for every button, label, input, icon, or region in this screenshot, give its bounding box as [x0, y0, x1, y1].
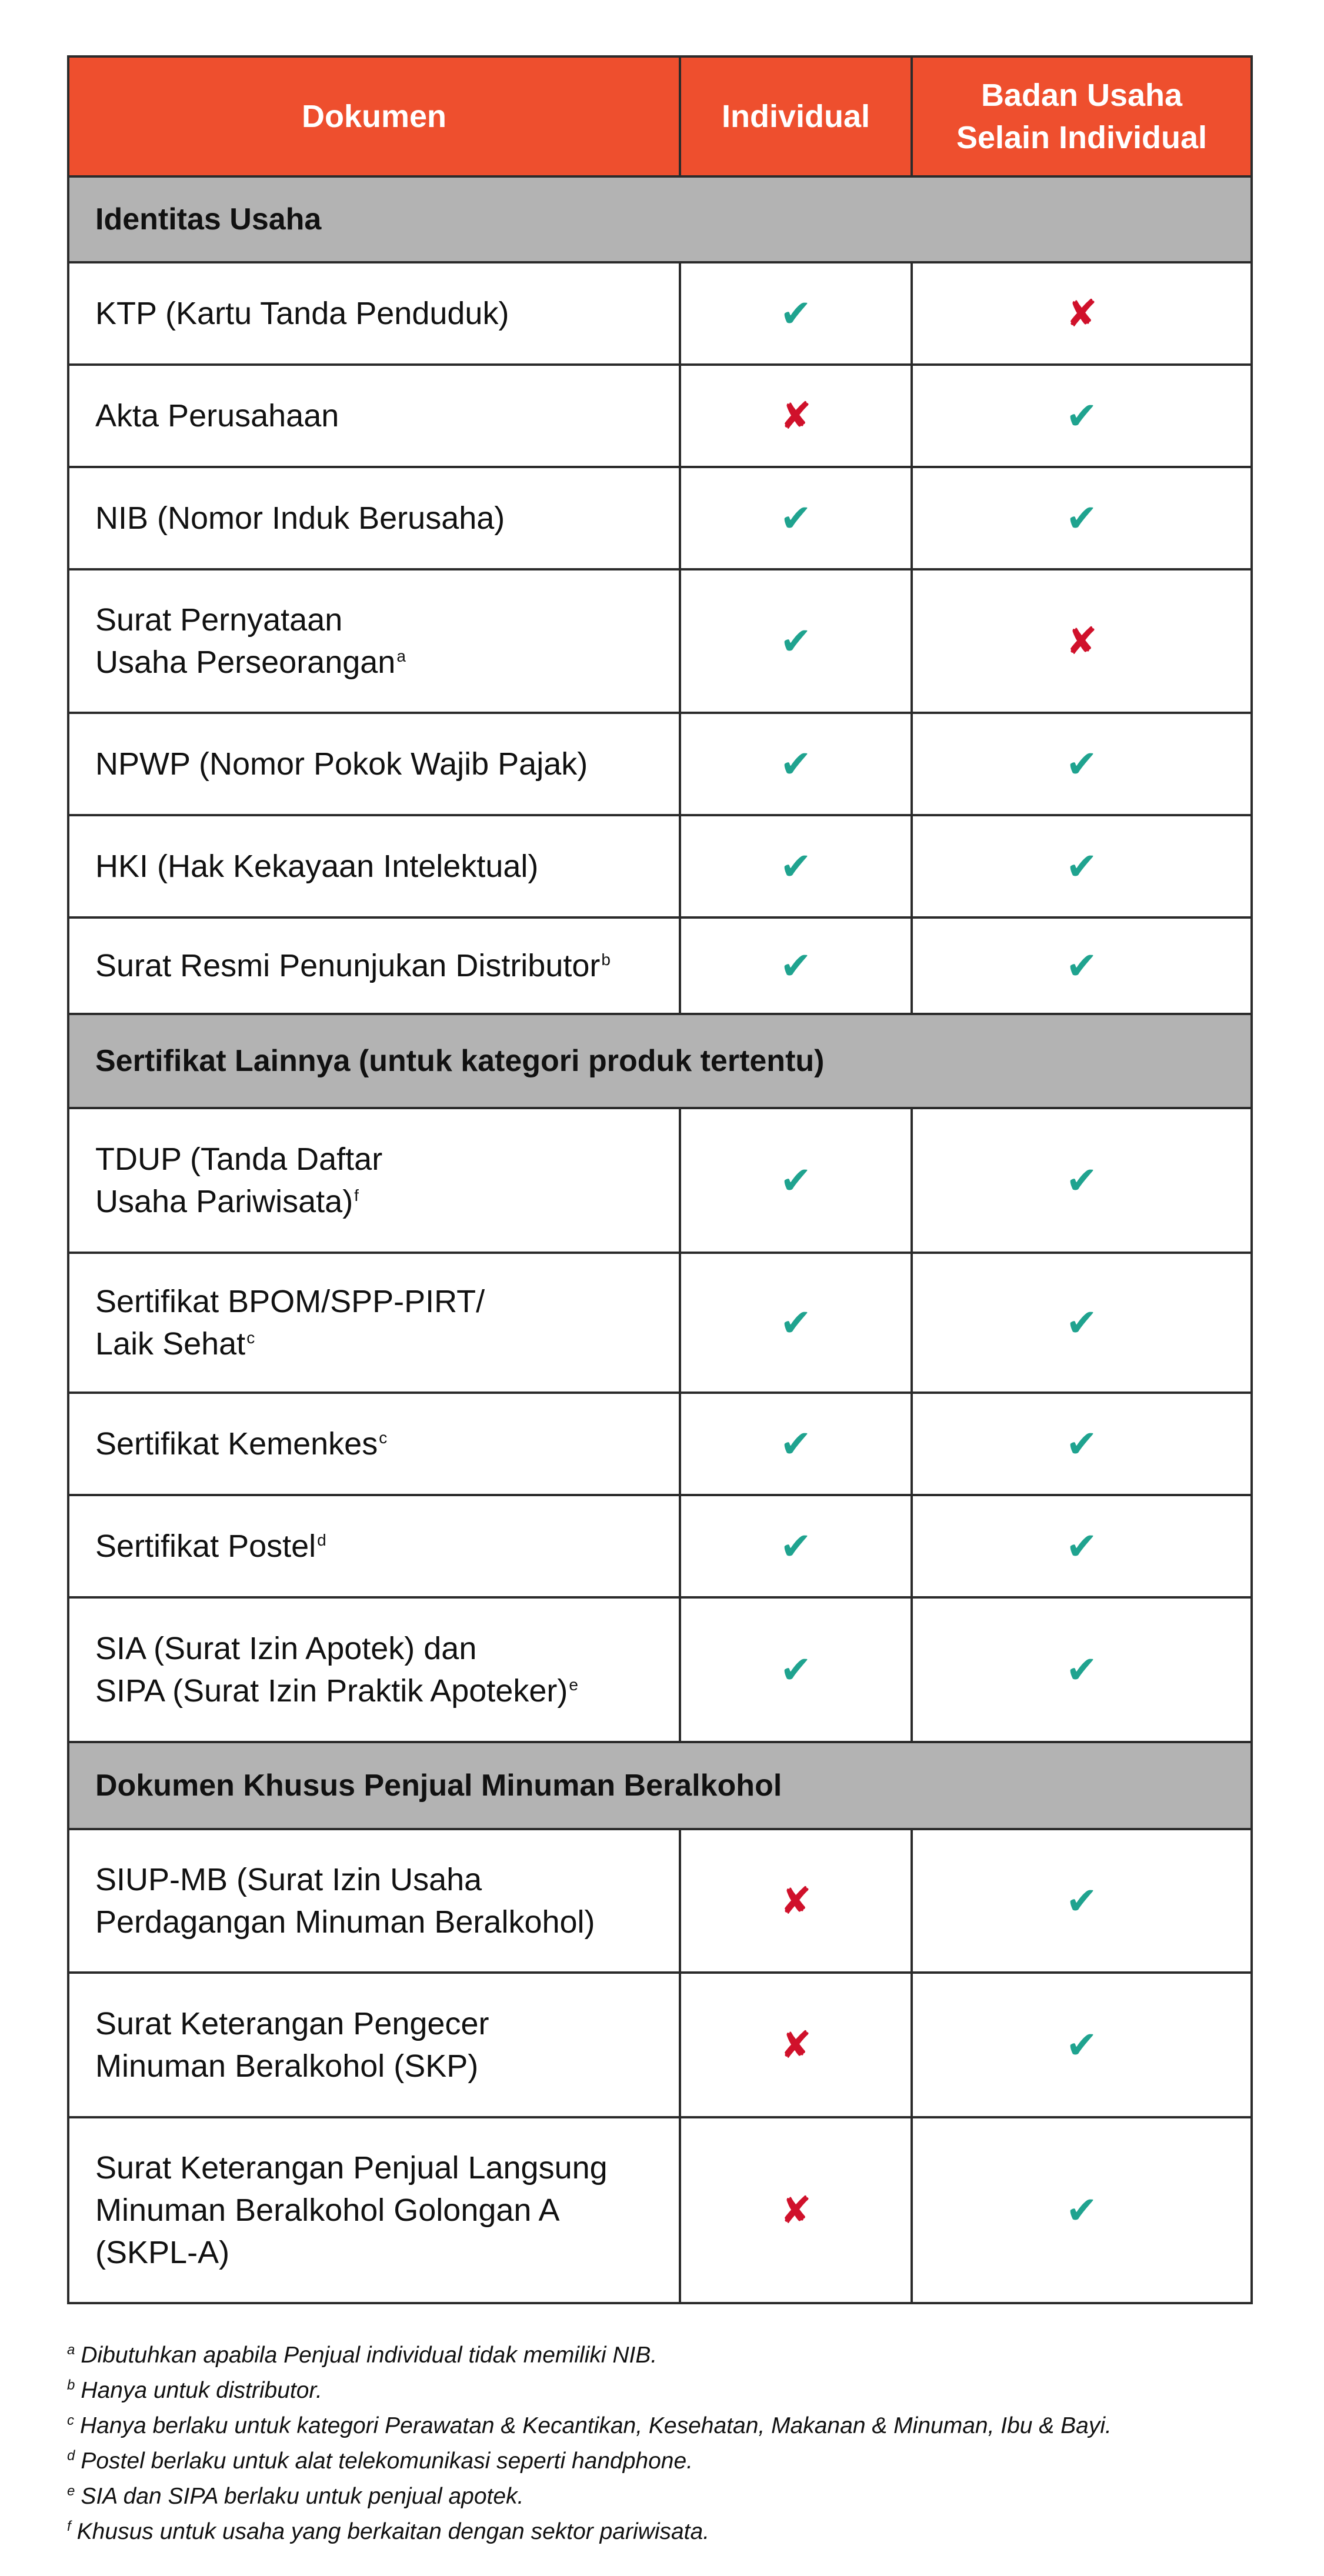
footnote-b — [67, 2373, 1261, 2408]
individual-status-cell — [680, 815, 912, 917]
document-name-text: NIB (Nomor Induk Berusaha) — [95, 500, 505, 536]
document-name-text: Usaha Pariwisata) — [95, 1184, 353, 1219]
document-name-cell — [68, 1597, 680, 1742]
document-name-cell — [68, 1253, 680, 1393]
document-name-cell — [68, 1829, 680, 1973]
check-icon: ✔ — [1066, 496, 1098, 539]
section-header-row — [68, 176, 1252, 262]
cross-icon: ✘ — [780, 394, 812, 437]
individual-status-cell — [680, 2117, 912, 2303]
footnote-c — [67, 2408, 1261, 2444]
individual-status-cell — [680, 1393, 912, 1495]
badan-usaha-status-cell — [912, 1973, 1252, 2117]
document-name-cell — [68, 365, 680, 467]
document-name-cell — [68, 1973, 680, 2117]
document-name-line — [95, 1627, 667, 1670]
header-dokumen: Dokumen — [68, 56, 680, 176]
document-name-cell — [68, 569, 680, 713]
table-row — [68, 713, 1252, 815]
document-name-cell — [68, 1495, 680, 1597]
check-icon: ✔ — [780, 944, 812, 987]
table-row — [68, 1495, 1252, 1597]
badan-usaha-status-cell — [912, 1495, 1252, 1597]
section-title: Dokumen Khusus Penjual Minuman Beralkohol — [68, 1742, 1252, 1829]
cross-icon: ✘ — [780, 2188, 812, 2231]
footnote-marker: c — [246, 1329, 255, 1347]
footnote-text: SIA dan SIPA berlaku untuk penjual apotek. — [81, 2484, 524, 2509]
badan-usaha-status-cell — [912, 1597, 1252, 1742]
footnote-text: Khusus untuk usaha yang berkaitan dengan sektor pariwisata. — [76, 2519, 710, 2544]
table-row — [68, 917, 1252, 1014]
document-name-text: Surat Resmi Penunjukan Distributor — [95, 948, 601, 983]
document-name-cell — [68, 262, 680, 365]
section-title: Identitas Usaha — [68, 176, 1252, 262]
check-icon: ✔ — [780, 1301, 812, 1344]
footnote-mark: b — [67, 2377, 75, 2393]
footnote-marker: a — [396, 647, 406, 665]
individual-status-cell — [680, 1973, 912, 2117]
document-name-line — [95, 2189, 667, 2231]
footnote-e — [67, 2479, 1261, 2514]
table-row — [68, 365, 1252, 467]
check-icon: ✔ — [780, 292, 812, 335]
check-icon: ✔ — [1066, 2023, 1098, 2066]
table-row — [68, 1108, 1252, 1253]
document-name-line — [95, 1180, 667, 1223]
badan-usaha-status-cell — [912, 1829, 1252, 1973]
document-name-cell — [68, 1393, 680, 1495]
document-name-cell — [68, 815, 680, 917]
check-icon: ✔ — [780, 619, 812, 662]
check-icon: ✔ — [780, 1159, 812, 1202]
footnote-marker: c — [379, 1429, 388, 1447]
check-icon: ✔ — [1066, 742, 1098, 785]
document-name-cell — [68, 917, 680, 1014]
document-name-line — [95, 1138, 667, 1180]
header-individual: Individual — [680, 56, 912, 176]
check-icon: ✔ — [1066, 1648, 1098, 1691]
document-requirements-table — [67, 55, 1253, 2304]
individual-status-cell — [680, 365, 912, 467]
document-name-cell — [68, 2117, 680, 2303]
check-icon: ✔ — [1066, 2188, 1098, 2231]
badan-usaha-status-cell — [912, 713, 1252, 815]
check-icon: ✔ — [1066, 1524, 1098, 1567]
badan-usaha-status-cell — [912, 917, 1252, 1014]
badan-usaha-status-cell — [912, 815, 1252, 917]
check-icon: ✔ — [1066, 944, 1098, 987]
cross-icon: ✘ — [780, 2023, 812, 2066]
badan-usaha-status-cell — [912, 1393, 1252, 1495]
header-badan-usaha — [912, 56, 1252, 176]
check-icon: ✔ — [780, 496, 812, 539]
document-name-text: SIUP-MB (Surat Izin Usaha — [95, 1862, 482, 1897]
section-title: Sertifikat Lainnya (untuk kategori produk tertentu) — [68, 1014, 1252, 1108]
document-name-cell — [68, 467, 680, 569]
document-name-text: SIPA (Surat Izin Praktik Apoteker) — [95, 1673, 568, 1709]
footnote-marker: e — [569, 1676, 578, 1694]
document-name-line — [95, 2003, 667, 2045]
document-name-line — [95, 1323, 667, 1365]
footnote-f — [67, 2514, 1261, 2550]
footnote-a — [67, 2338, 1261, 2373]
individual-status-cell — [680, 1597, 912, 1742]
document-name-text: Minuman Beralkohol Golongan A — [95, 2193, 560, 2228]
document-name-line — [95, 1858, 667, 1901]
document-name-text: Sertifikat BPOM/SPP-PIRT/ — [95, 1284, 485, 1319]
check-icon: ✔ — [1066, 1879, 1098, 1922]
table-header-row — [68, 56, 1252, 176]
document-name-text: HKI (Hak Kekayaan Intelektual) — [95, 849, 539, 884]
footnote-text: Hanya untuk distributor. — [81, 2378, 322, 2403]
badan-usaha-status-cell — [912, 365, 1252, 467]
section-header-row — [68, 1014, 1252, 1108]
footnote-marker: d — [317, 1531, 326, 1549]
check-icon: ✔ — [780, 1422, 812, 1465]
document-name-line — [95, 1670, 667, 1712]
check-icon: ✔ — [1066, 1159, 1098, 1202]
individual-status-cell — [680, 713, 912, 815]
footnote-marker: f — [354, 1186, 359, 1204]
document-name-text: Usaha Perseorangan — [95, 645, 396, 680]
footnote-d — [67, 2444, 1261, 2479]
table-row — [68, 1253, 1252, 1393]
footnote-mark: a — [67, 2342, 75, 2358]
badan-usaha-status-cell — [912, 1108, 1252, 1253]
individual-status-cell — [680, 1495, 912, 1597]
document-name-text: Sertifikat Postel — [95, 1529, 316, 1564]
footnotes — [67, 2338, 1261, 2550]
badan-usaha-status-cell — [912, 262, 1252, 365]
individual-status-cell — [680, 569, 912, 713]
footnote-mark: c — [67, 2413, 74, 2428]
document-name-text: Surat Keterangan Penjual Langsung — [95, 2150, 608, 2185]
check-icon: ✔ — [780, 742, 812, 785]
document-name-line — [95, 497, 667, 539]
document-name-line — [95, 2231, 667, 2274]
document-name-line — [95, 1280, 667, 1323]
header-badan-usaha-line2: Selain Individual — [956, 120, 1208, 155]
document-name-cell — [68, 713, 680, 815]
document-name-line — [95, 743, 667, 785]
cross-icon: ✘ — [780, 1879, 812, 1922]
table-body — [68, 176, 1252, 2303]
table-row — [68, 2117, 1252, 2303]
table-row — [68, 1393, 1252, 1495]
document-name-line — [95, 599, 667, 641]
document-name-text: Surat Keterangan Pengecer — [95, 2006, 489, 2041]
document-name-text: TDUP (Tanda Daftar — [95, 1142, 383, 1177]
document-name-line — [95, 2045, 667, 2087]
footnote-mark: f — [67, 2518, 71, 2534]
document-name-line — [95, 292, 667, 335]
footnote-text: Hanya berlaku untuk kategori Perawatan & Kecantikan, Kesehatan, Makanan & Minuman, Ibu & Bayi. — [80, 2413, 1112, 2438]
table-row — [68, 1597, 1252, 1742]
check-icon: ✔ — [780, 845, 812, 887]
badan-usaha-status-cell — [912, 2117, 1252, 2303]
document-name-text: Perdagangan Minuman Beralkohol) — [95, 1904, 595, 1940]
section-header-row — [68, 1742, 1252, 1829]
table-row — [68, 815, 1252, 917]
document-name-text: NPWP (Nomor Pokok Wajib Pajak) — [95, 746, 588, 782]
table-row — [68, 262, 1252, 365]
document-name-line — [95, 2147, 667, 2189]
individual-status-cell — [680, 1829, 912, 1973]
individual-status-cell — [680, 1108, 912, 1253]
footnote-text: Dibutuhkan apabila Penjual individual tidak memiliki NIB. — [81, 2343, 658, 2368]
check-icon: ✔ — [1066, 1422, 1098, 1465]
cross-icon: ✘ — [1066, 619, 1098, 662]
badan-usaha-status-cell — [912, 569, 1252, 713]
header-badan-usaha-line1: Badan Usaha — [981, 78, 1183, 113]
table-row — [68, 569, 1252, 713]
document-name-text: Akta Perusahaan — [95, 398, 339, 433]
document-name-line — [95, 1901, 667, 1943]
table-row — [68, 1973, 1252, 2117]
document-name-text: KTP (Kartu Tanda Penduduk) — [95, 296, 509, 331]
check-icon: ✔ — [780, 1648, 812, 1691]
check-icon: ✔ — [1066, 845, 1098, 887]
check-icon: ✔ — [1066, 394, 1098, 437]
document-name-line — [95, 641, 667, 683]
footnote-mark: e — [67, 2483, 75, 2499]
badan-usaha-status-cell — [912, 1253, 1252, 1393]
individual-status-cell — [680, 262, 912, 365]
document-name-text: Surat Pernyataan — [95, 602, 343, 638]
document-name-line — [95, 945, 667, 987]
badan-usaha-status-cell — [912, 467, 1252, 569]
footnote-mark: d — [67, 2448, 75, 2464]
table-row — [68, 1829, 1252, 1973]
document-name-cell — [68, 1108, 680, 1253]
document-name-line — [95, 1525, 667, 1567]
document-name-text: SIA (Surat Izin Apotek) dan — [95, 1631, 477, 1666]
document-name-line — [95, 395, 667, 437]
check-icon: ✔ — [780, 1524, 812, 1567]
document-name-line — [95, 845, 667, 887]
individual-status-cell — [680, 467, 912, 569]
table-row — [68, 467, 1252, 569]
document-name-text: Laik Sehat — [95, 1326, 246, 1362]
document-name-text: (SKPL-A) — [95, 2235, 230, 2270]
footnote-marker: b — [601, 950, 611, 969]
footnote-text: Postel berlaku untuk alat telekomunikasi seperti handphone. — [81, 2448, 693, 2474]
document-name-line — [95, 1423, 667, 1465]
individual-status-cell — [680, 1253, 912, 1393]
document-name-text: Minuman Beralkohol (SKP) — [95, 2048, 479, 2084]
document-name-text: Sertifikat Kemenkes — [95, 1426, 378, 1461]
check-icon: ✔ — [1066, 1301, 1098, 1344]
cross-icon: ✘ — [1066, 292, 1098, 335]
individual-status-cell — [680, 917, 912, 1014]
